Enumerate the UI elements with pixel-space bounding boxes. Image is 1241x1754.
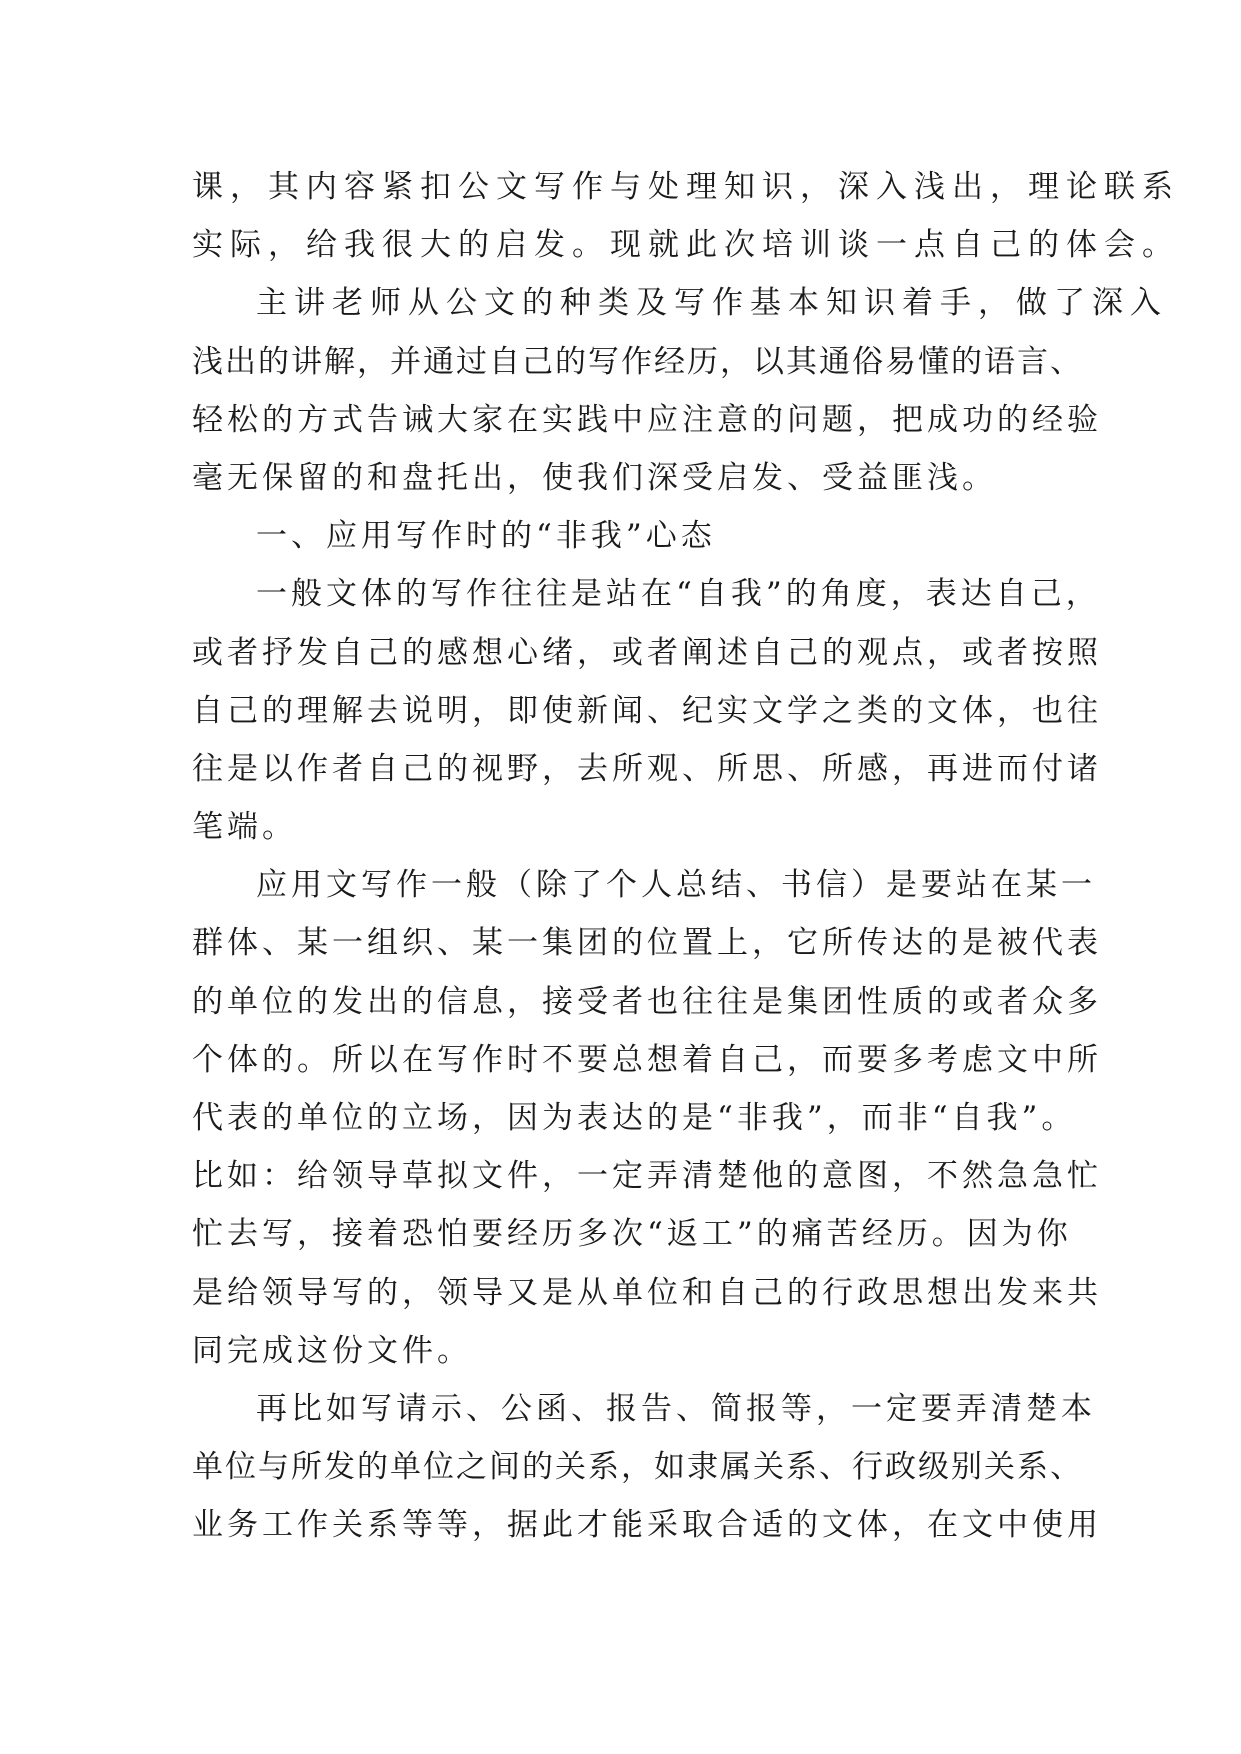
text-line: 笔端。 [192, 809, 297, 846]
text-line: 轻松的方式告诫大家在实践中应注意的问题，把成功的经验 [192, 401, 1102, 438]
text-line: 课，其内容紧扣公文写作与处理知识，深入浅出，理论联系 [192, 169, 1180, 205]
text-line: 比如：给领导草拟文件，一定弄清楚他的意图，不然急急忙 [192, 1158, 1102, 1195]
text-line: 忙去写，接着恐怕要经历多次“返工”的痛苦经历。因为你 [192, 1216, 1072, 1253]
text-line: 应用文写作一般（除了个人总结、书信）是要站在某一 [256, 867, 1096, 904]
document-body [192, 158, 1180, 1555]
text-line: 的单位的发出的信息，接受者也往往是集团性质的或者众多 [192, 983, 1102, 1020]
text-line: 实际，给我很大的启发。现就此次培训谈一点自己的体会。 [192, 227, 1180, 264]
text-line: 自己的理解去说明，即使新闻、纪实文学之类的文体，也往 [192, 692, 1102, 729]
text-line: 再比如写请示、公函、报告、简报等，一定要弄清楚本 [256, 1390, 1096, 1427]
text-line: 群体、某一组织、某一集团的位置上，它所传达的是被代表 [192, 925, 1102, 962]
text-line: 往是以作者自己的视野，去所观、所思、所感，再进而付诸 [192, 750, 1102, 787]
text-line: 单位与所发的单位之间的关系，如隶属关系、行政级别关系、 [192, 1449, 1083, 1486]
text-line: 是给领导写的，领导又是从单位和自己的行政思想出发来共 [192, 1274, 1102, 1311]
section-heading: 一、应用写作时的“非我”心态 [256, 518, 716, 555]
text-line: 浅出的讲解，并通过自己的写作经历，以其通俗易懂的语言、 [192, 343, 1083, 380]
text-line: 业务工作关系等等，据此才能采取合适的文体，在文中使用 [192, 1507, 1102, 1544]
text-line: 同完成这份文件。 [192, 1332, 472, 1369]
text-line: 或者抒发自己的感想心绪，或者阐述自己的观点，或者按照 [192, 634, 1102, 671]
text-line: 代表的单位的立场，因为表达的是“非我”，而非“自我”。 [192, 1100, 1077, 1136]
text-line: 毫无保留的和盘托出，使我们深受启发、受益匪浅。 [192, 459, 997, 496]
text-line: 个体的。所以在写作时不要总想着自己，而要多考虑文中所 [192, 1041, 1102, 1078]
text-line: 一般文体的写作往往是站在“自我”的角度，表达自己， [256, 576, 1101, 613]
text-line: 主讲老师从公文的种类及写作基本知识着手，做了深入 [256, 285, 1168, 322]
